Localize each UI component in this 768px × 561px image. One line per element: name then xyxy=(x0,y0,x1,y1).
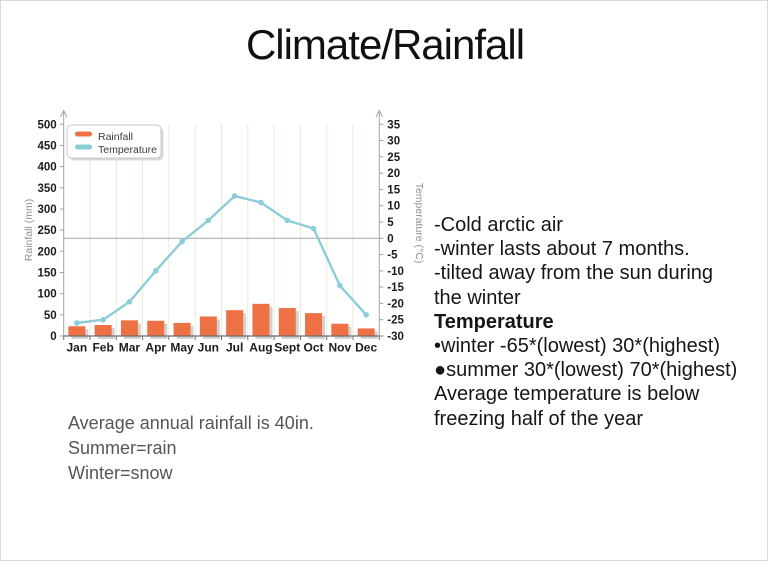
right-axis-tick-label: -5 xyxy=(387,249,398,262)
note-line: ●summer 30*(lowest) 70*(highest) xyxy=(434,359,738,382)
left-axis-tick-label: 450 xyxy=(37,140,57,153)
right-axis-tick-label: -15 xyxy=(387,282,404,295)
left-axis-tick-label: 250 xyxy=(37,225,57,238)
month-label: Apr xyxy=(145,340,167,355)
note-line: freezing half of the year xyxy=(434,407,644,430)
rainfall-bar xyxy=(331,324,348,336)
rainfall-bar xyxy=(305,313,322,336)
legend-label: Temperature xyxy=(98,144,157,156)
temperature-point xyxy=(311,226,317,232)
rainfall-bar xyxy=(147,321,164,336)
month-label: Mar xyxy=(118,340,141,355)
note-line: Summer=rain xyxy=(68,438,177,458)
rainfall-bar xyxy=(68,326,85,336)
right-axis-tick-label: 30 xyxy=(387,135,401,148)
right-axis-tick-label: -30 xyxy=(387,331,404,343)
right-axis-tick-label: -10 xyxy=(387,265,404,278)
legend-swatch xyxy=(75,132,92,137)
temperature-point xyxy=(363,312,369,318)
note-line: Average temperature is below xyxy=(434,383,700,406)
temperature-point xyxy=(258,200,264,206)
temperature-point xyxy=(284,218,290,224)
rainfall-bar xyxy=(252,304,269,336)
rainfall-bar xyxy=(95,325,112,336)
month-label: May xyxy=(170,340,194,355)
left-notes xyxy=(68,411,408,486)
temperature-point xyxy=(153,268,159,274)
temperature-point xyxy=(74,320,80,326)
page-title: Climate/Rainfall xyxy=(245,21,525,68)
left-axis-tick-label: 350 xyxy=(37,182,57,195)
month-label: Jan xyxy=(66,340,88,355)
left-axis-tick-label: 400 xyxy=(37,161,57,174)
month-label: Nov xyxy=(328,340,352,355)
month-label: Aug xyxy=(249,340,273,355)
legend xyxy=(67,125,164,161)
note-line: the winter xyxy=(434,286,521,309)
right-axis-tick-label: 5 xyxy=(387,217,394,230)
left-axis-tick-label: 100 xyxy=(37,288,57,301)
month-label: Jul xyxy=(225,340,244,355)
month-label: Jun xyxy=(197,340,220,355)
temperature-point xyxy=(232,193,238,199)
temperature-point xyxy=(127,299,133,305)
note-line: Winter=snow xyxy=(68,463,173,483)
month-label: Feb xyxy=(92,340,114,355)
left-axis-tick-label: 500 xyxy=(37,119,57,132)
temperature-point xyxy=(179,239,185,245)
right-axis-title: Temperature (°C) xyxy=(413,182,425,264)
month-label: Dec xyxy=(355,340,378,355)
right-axis-tick-label: 10 xyxy=(387,200,401,213)
right-axis-tick-label: 35 xyxy=(387,119,401,132)
right-axis-tick-label: 0 xyxy=(387,233,394,246)
note-line: -tilted away from the sun during xyxy=(434,262,714,285)
legend-swatch xyxy=(75,145,92,150)
note-line: Average annual rainfall is 40in. xyxy=(68,413,314,433)
climate-chart xyxy=(23,101,428,366)
month-label: Sept xyxy=(274,340,301,355)
left-axis-tick-label: 300 xyxy=(37,203,57,216)
temperature-point xyxy=(206,218,212,224)
rainfall-bar xyxy=(226,310,243,336)
left-axis-title: Rainfall (mm) xyxy=(23,198,35,262)
rainfall-bar xyxy=(358,328,375,336)
right-notes xyxy=(434,213,768,431)
left-axis-tick-label: 150 xyxy=(37,267,57,280)
temperature-point xyxy=(337,283,343,289)
right-axis-tick-label: 15 xyxy=(387,184,401,197)
climate-chart-svg xyxy=(23,101,428,366)
left-axis-tick-label: 0 xyxy=(50,331,57,343)
rainfall-bar xyxy=(174,323,191,336)
rainfall-bar xyxy=(121,320,138,336)
right-axis-tick-label: -20 xyxy=(387,298,404,311)
temperature-point xyxy=(100,317,106,323)
note-line: Temperature xyxy=(434,310,554,333)
right-axis-tick-label: -25 xyxy=(387,314,404,327)
month-label: Oct xyxy=(303,340,324,355)
note-line: -Cold arctic air xyxy=(434,214,563,236)
left-axis-tick-label: 50 xyxy=(43,309,57,322)
left-axis-tick-label: 200 xyxy=(37,246,57,259)
legend-label: Rainfall xyxy=(98,131,134,143)
note-line: •winter -65*(lowest) 30*(highest) xyxy=(434,335,721,358)
right-axis-tick-label: 20 xyxy=(387,168,401,181)
rainfall-bar xyxy=(279,308,296,336)
note-line: -winter lasts about 7 months. xyxy=(434,238,690,261)
right-axis-tick-label: 25 xyxy=(387,151,401,164)
rainfall-bar xyxy=(200,317,217,336)
